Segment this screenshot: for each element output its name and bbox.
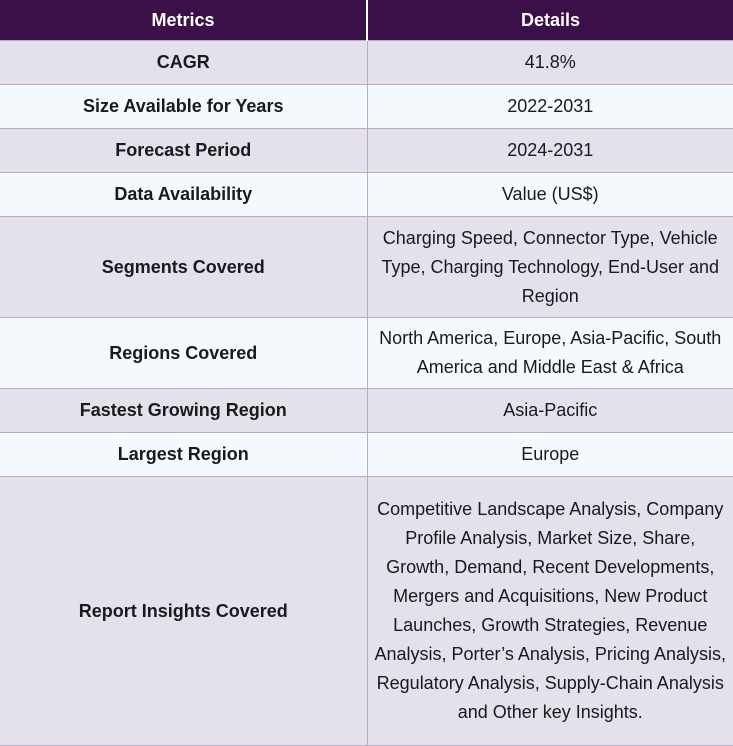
details-cell: Charging Speed, Connector Type, Vehicle Type, Charging Technology, End-User and Region [367, 217, 733, 318]
details-cell: 2024-2031 [367, 129, 733, 173]
table-row [0, 318, 733, 389]
details-cell: North America, Europe, Asia-Pacific, South America and Middle East & Africa [367, 318, 733, 389]
table-row [0, 433, 733, 477]
metric-cell: Data Availability [0, 173, 367, 217]
details-cell: Asia-Pacific [367, 389, 733, 433]
table-row [0, 85, 733, 129]
header-details: Details [367, 0, 733, 41]
table-row [0, 217, 733, 318]
details-cell: 41.8% [367, 41, 733, 85]
details-cell: Competitive Landscape Analysis, Company Profile Analysis, Market Size, Share, Growth, Demand, Recent Developments, Mergers and Acquisitions, New Product Launches, Growth Strategies, Revenue Analysis, Porter’s Analysis, Pricing Analysis, Regulatory Analysis, Supply-Chain Analysis and Other key Insights. [367, 477, 733, 746]
table-row [0, 41, 733, 85]
metric-cell: Size Available for Years [0, 85, 367, 129]
header-row [0, 0, 733, 41]
table-row [0, 389, 733, 433]
details-cell: 2022-2031 [367, 85, 733, 129]
header-metrics: Metrics [0, 0, 367, 41]
details-cell: Europe [367, 433, 733, 477]
metric-cell: Largest Region [0, 433, 367, 477]
table-body [0, 41, 733, 746]
table-row [0, 477, 733, 746]
table-header [0, 0, 733, 41]
metric-cell: Fastest Growing Region [0, 389, 367, 433]
metric-cell: Regions Covered [0, 318, 367, 389]
metric-cell: Forecast Period [0, 129, 367, 173]
metric-cell: CAGR [0, 41, 367, 85]
metric-cell: Segments Covered [0, 217, 367, 318]
metric-cell: Report Insights Covered [0, 477, 367, 746]
table-row [0, 173, 733, 217]
details-cell: Value (US$) [367, 173, 733, 217]
table-row [0, 129, 733, 173]
